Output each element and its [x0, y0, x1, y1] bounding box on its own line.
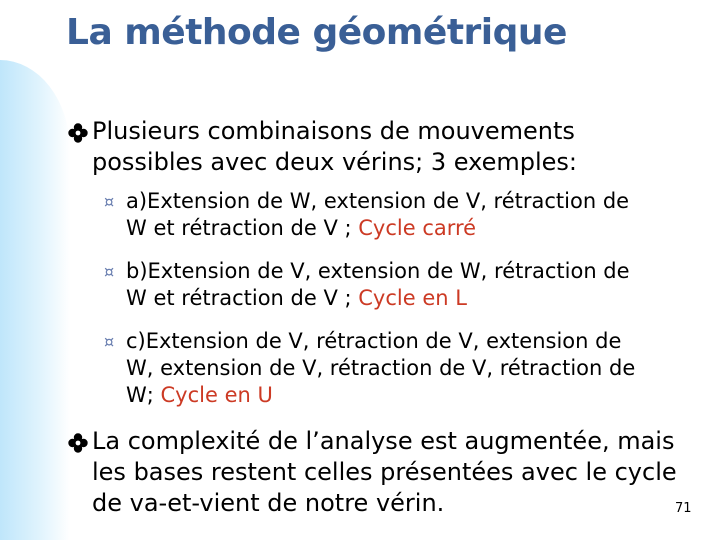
bullet-item-1 [66, 116, 691, 178]
example-a-line-2: W et rétraction de V ; [126, 216, 359, 240]
sub-bullet-icon: ¤ [104, 332, 115, 351]
diamond-bullet-icon [68, 123, 88, 143]
page-number: 71 [675, 501, 692, 516]
diamond-bullet-icon [68, 433, 88, 453]
example-c-cycle-label: Cycle en U [160, 383, 273, 407]
example-a-cycle-label: Cycle carré [358, 216, 477, 240]
example-b-cycle-label: Cycle en L [358, 286, 467, 310]
example-b-line-1: b)Extension de V, extension de W, rétraction de [126, 259, 630, 283]
example-c-line-2: W, extension de V, rétraction de V, rétraction de [126, 356, 636, 380]
slide-title: La méthode géométrique [66, 12, 567, 53]
example-c-line-3: W; [126, 383, 161, 407]
example-b-line-2: W et rétraction de V ; [126, 286, 359, 310]
bullet-2-line-3: de va-et-vient de notre vérin. [92, 489, 445, 517]
bullet-2-line-1: La complexité de l’analyse est augmentée, mais [92, 427, 675, 455]
bullet-2-line-2: les bases restent celles présentées avec le cycle [92, 458, 677, 486]
example-c-line-1: c)Extension de V, rétraction de V, extension de [126, 329, 622, 353]
sub-bullet-icon: ¤ [104, 262, 115, 281]
bullet-1-line-2: possibles avec deux vérins; 3 exemples: [92, 148, 577, 176]
example-item-b [104, 258, 694, 312]
bullet-1-line-1: Plusieurs combinaisons de mouvements [92, 117, 575, 145]
bullet-item-2 [66, 426, 691, 519]
example-item-a [104, 188, 694, 242]
example-item-c [104, 328, 694, 409]
example-a-line-1: a)Extension de W, extension de V, rétraction de [126, 189, 630, 213]
sub-bullet-icon: ¤ [104, 192, 115, 211]
decorative-side-gradient [0, 60, 70, 540]
